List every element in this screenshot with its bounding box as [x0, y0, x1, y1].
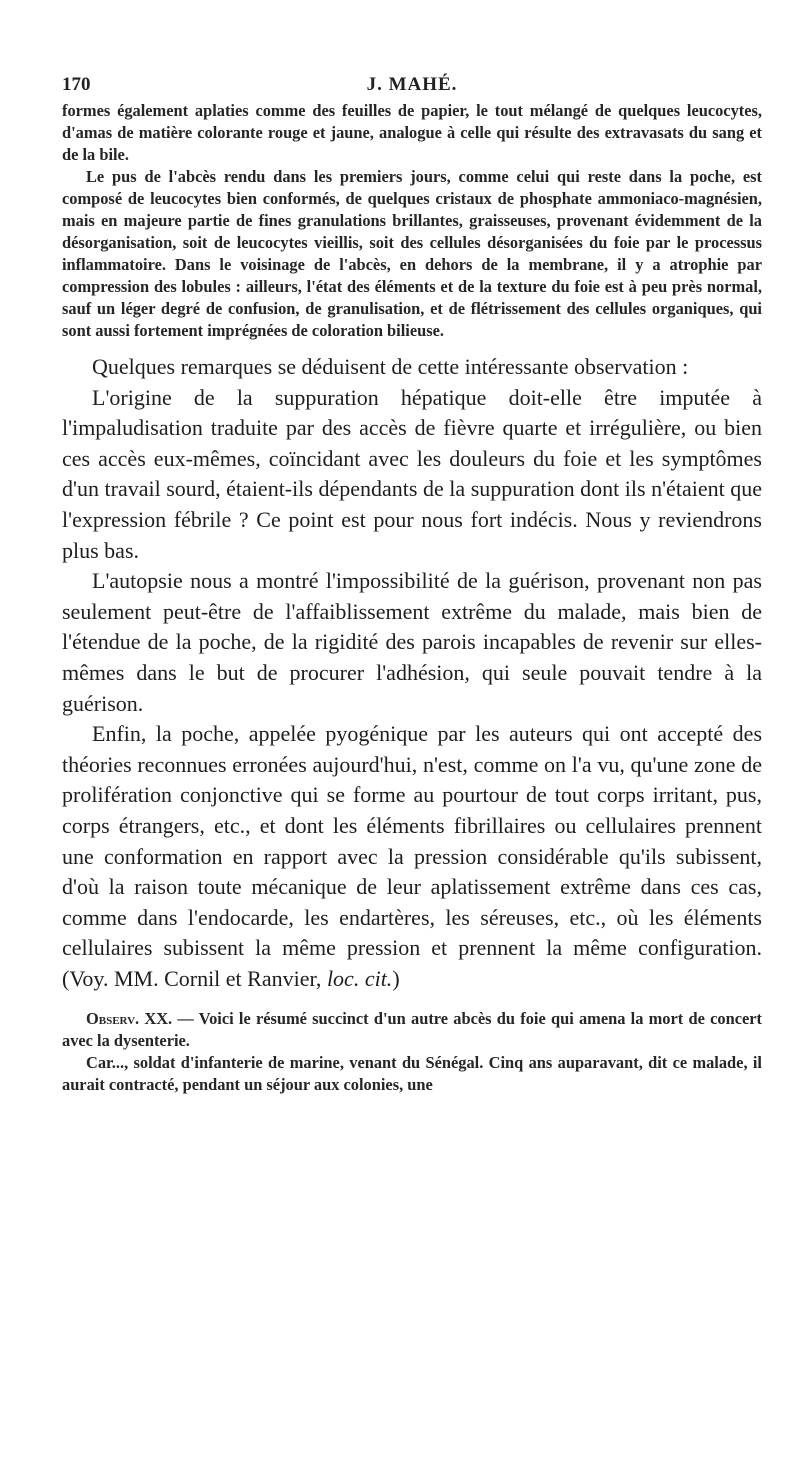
paragraph-remarks-intro: Quelques remarques se déduisent de cette intéressante observation :: [92, 354, 689, 379]
page-header: [62, 66, 762, 100]
citation-italic: loc. cit.: [326, 965, 393, 991]
paragraph-pus-description: Le pus de l'abcès rendu dans les premiers jours, comme celui qui reste dans la poche, est composé de leucocytes bien conformés, de quelques cristaux de phosphate ammoniaco-magnésien, mais en majeure partie de fines granulations brillantes, graisseuses, provenant évidemment de la désorganisation, soit de leucocytes vieillis, soit des cellules désorganisées du foie par le processus inflammatoire. Dans le voisinage de l'abcès, en dehors de la membrane, il y a atrophie par compression des lobules : ailleurs, l'état des éléments et de la texture du foie est à peu près normal, sauf un léger degré de confusion, de granulisation, et de flétrissement des cellules organiques, qui sont aussi fortement imprégnées de coloration bilieuse.: [62, 167, 762, 340]
observation-text: — Voici le résumé succinct d'un autre abcès du foie qui amena la mort de concert avec la dysenterie.: [62, 1009, 762, 1051]
observation-label: Observ. XX.: [86, 1009, 173, 1029]
pouch-text-end: ): [392, 965, 400, 991]
paragraph-autopsy: L'autopsie nous a montré l'impossibilité de la guérison, provenant non pas seulement peut-être de l'affaiblissement extrême du malade, mais bien de l'étendue de la poche, de la rigidité des parois incapables de revenir sur elles-mêmes dans le but de procurer l'adhésion, qui seule pouvait tendre à la guérison.: [62, 568, 762, 716]
observation-paragraph: [62, 1008, 762, 1052]
paragraph-origin-question: L'origine de la suppuration hépatique doit-elle être imputée à l'impaludisation traduite par des accès de fièvre quarte et irrégulière, ou bien ces accès eux-mêmes, coïncidant avec les douleurs du foie et les symptômes d'un travail sourd, étaient-ils dépendants de la suppuration dont ils n'étaient que l'expression fébrile ? Ce point est pour nous fort indécis. Nous y reviendrons plus bas.: [62, 384, 762, 563]
document-page: [62, 66, 762, 1096]
paragraph-pyogenic-pouch: [62, 719, 762, 994]
paragraph-patient-case: Car..., soldat d'infanterie de marine, venant du Sénégal. Cinq ans auparavant, dit ce malade, il aurait contracté, pendant un séjour aux colonies, une: [62, 1053, 762, 1095]
running-head: J. MAHÉ.: [366, 74, 458, 95]
page-number: 170: [62, 74, 91, 95]
pouch-text: Enfin, la poche, appelée pyogénique par les auteurs qui ont accepté des théories reconnues erronées aujourd'hui, n'est, comme on l'a vu, qu'une zone de prolifération conjonctive qui se forme au pourtour de tout corps irritant, pus, corps étrangers, etc., et dont les éléments fibrillaires ou cellulaires prennent une conformation en rapport avec la pression considérable qu'ils subissent, d'où la raison toute mécanique de leur aplatissement extrême dans ces cas, comme dans l'endocarde, les endartères, les séreuses, etc., où les éléments cellulaires subissent la même pression et prennent la même configuration. (Voy. MM. Cornil et Ranvier,: [62, 721, 762, 991]
paragraph-continuation: formes également aplaties comme des feuilles de papier, le tout mélangé de quelques leucocytes, d'amas de matière colorante rouge et jaune, analogue à celle qui résulte des extravasats du sang et de la bile.: [62, 101, 762, 164]
